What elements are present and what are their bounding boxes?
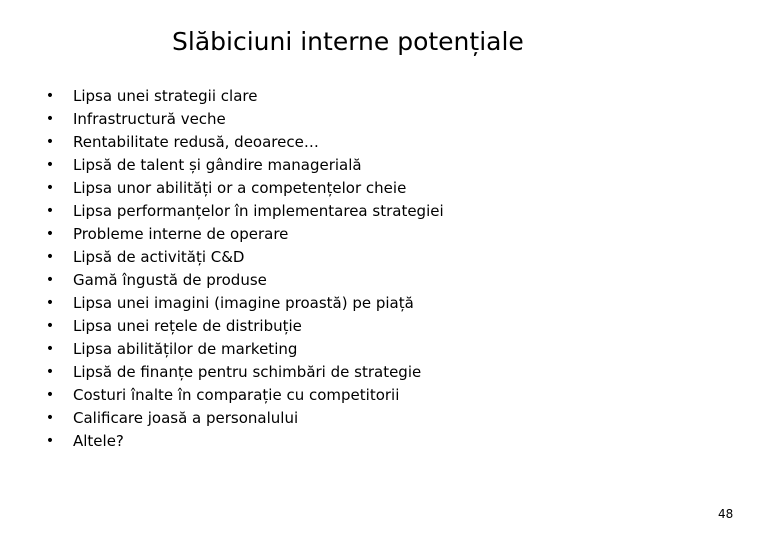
bullet-marker: • [45,318,55,334]
bullet-text: Calificare joasă a personalului [73,409,299,427]
bullet-text: Rentabilitate redusă, deoarece… [73,133,319,151]
bullet-marker: • [45,249,55,265]
bullet-marker: • [45,203,55,219]
bullet-text: Altele? [73,432,124,450]
bullet-marker: • [45,180,55,196]
bullet-text: Lipsa abilităților de marketing [73,340,298,358]
bullet-text: Lipsă de activități C&D [73,248,245,266]
bullet-marker: • [45,433,55,449]
slide-title: Slăbiciuni interne potențiale [172,27,524,56]
page-number: 48 [718,507,734,521]
bullet-text: Gamă îngustă de produse [73,271,267,289]
bullet-text: Lipsa unei rețele de distribuție [73,317,302,335]
bullet-text: Lipsa performanțelor în implementarea strategiei [73,202,444,220]
bullet-marker: • [45,157,55,173]
bullet-marker: • [45,341,55,357]
bullet-marker: • [45,295,55,311]
bullet-text: Infrastructură veche [73,110,226,128]
bullet-marker: • [45,410,55,426]
bullet-marker: • [45,88,55,104]
bullet-text: Lipsa unei strategii clare [73,87,258,105]
bullet-text: Lipsa unor abilități or a competențelor cheie [73,179,407,197]
bullet-text: Costuri înalte în comparație cu competitorii [73,386,400,404]
bullet-text: Lipsa unei imagini (imagine proastă) pe piață [73,294,414,312]
bullet-marker: • [45,134,55,150]
bullet-marker: • [45,272,55,288]
bullet-marker: • [45,387,55,403]
bullet-text: Probleme interne de operare [73,225,289,243]
bullet-marker: • [45,364,55,380]
bullet-text: Lipsă de talent și gândire managerială [73,156,362,174]
bullet-marker: • [45,226,55,242]
bullet-text: Lipsă de finanțe pentru schimbări de strategie [73,363,422,381]
bullet-marker: • [45,111,55,127]
